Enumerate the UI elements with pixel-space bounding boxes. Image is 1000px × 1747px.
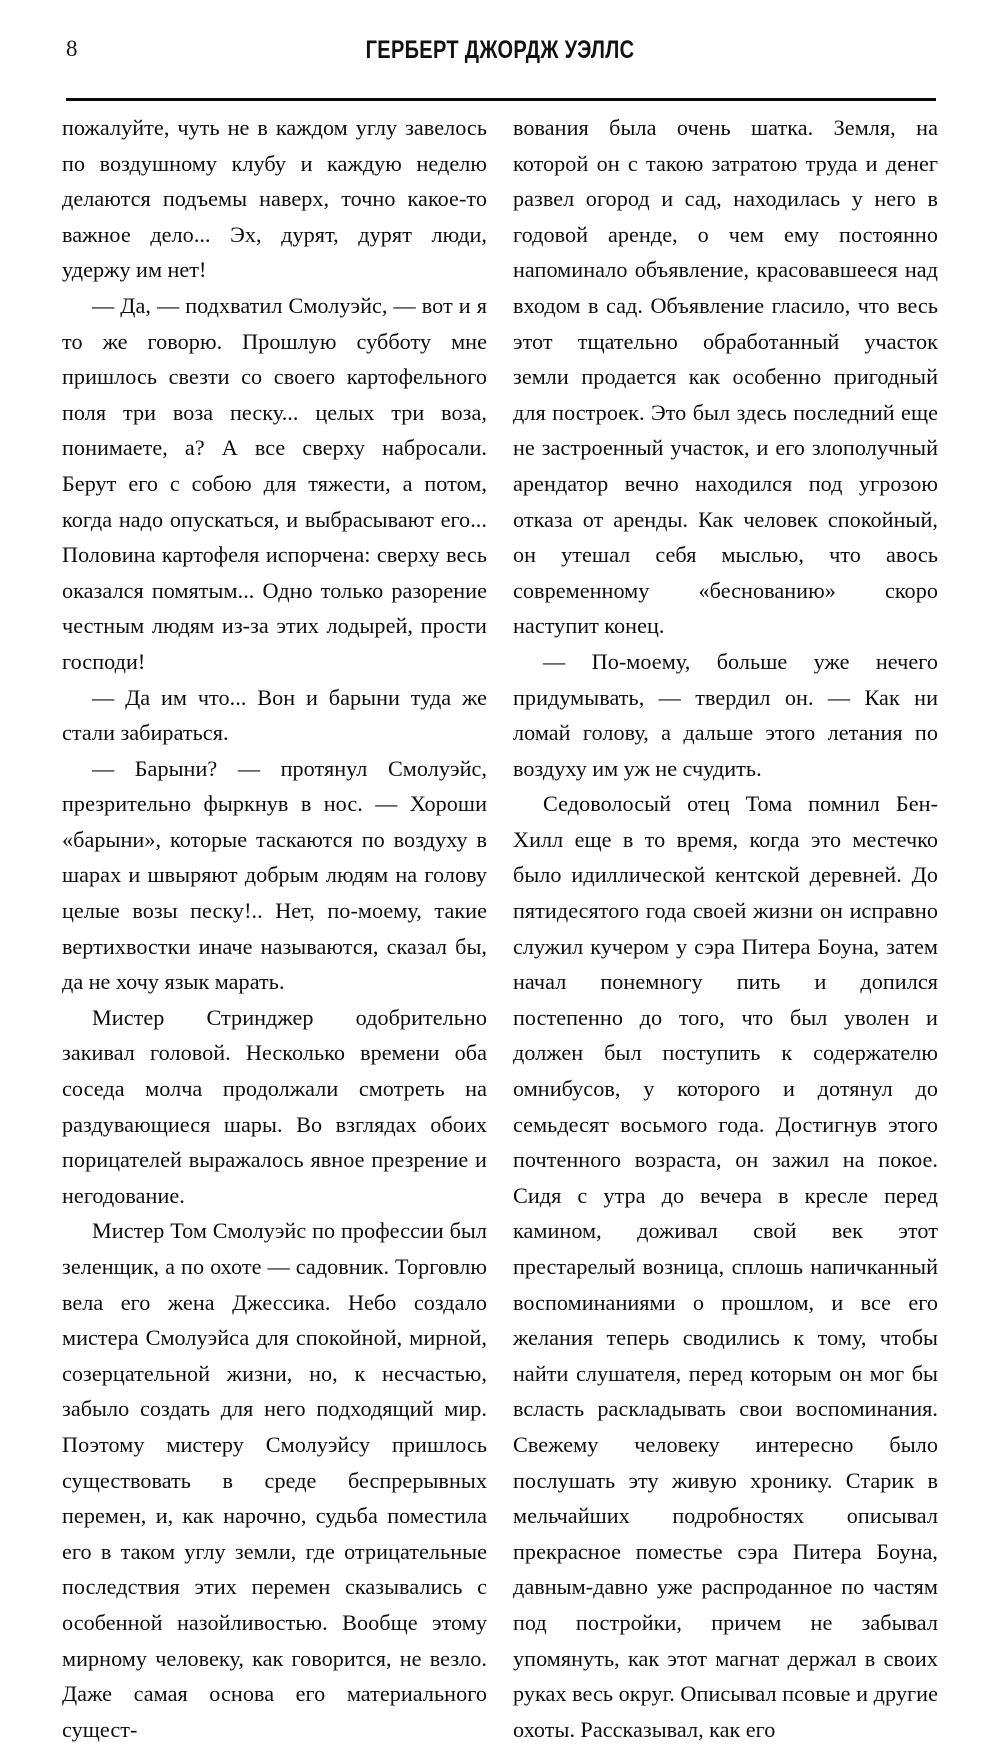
text-column-left (62, 110, 487, 1747)
paragraph: — Барыни? — протянул Смолуэйс, презрительно фыркнув в нос. — Хороши «барыни», которые таскаются по воздуху в шарах и швыряют добрым людям на голову целые возы песку!.. Нет, по-моему, такие вертихвостки иначе называются, сказал бы, да не хочу язык марать. (62, 755, 487, 995)
paragraph: вования была очень шатка. Земля, на которой он с такою затратою труда и денег развел огород и сад, находилась у него в годовой аренде, о чем ему постоянно напоминало объявление, красовавшееся над входом в сад. Объявление гласило, что весь этот тщательно обработанный участок земли продается как особенно пригодный для построек. Это был здесь последний еще не застроенный участок, и его злополучный арендатор вечно находился под угрозою отказа от аренды. Как человек спокойный, он утешал себя мыслью, что авось современному «беснованию» скоро наступит конец. (513, 115, 938, 639)
paragraph: — По-моему, больше уже нечего придумывать, — твердил он. — Как ни ломай голову, а дальше этого летания по воздуху им уж не счудить. (513, 648, 938, 781)
paragraph: пожалуйте, чуть не в каждом углу завелось по воздушному клубу и каждую неделю делаются подъемы наверх, точно какое-то важное дело... Эх, дурят, дурят люди, удержу им нет! (62, 115, 487, 283)
text-column-right (513, 110, 938, 1747)
page-number: 8 (66, 36, 78, 61)
paragraph: — Да им что... Вон и барыни туда же стали забираться. (62, 684, 487, 746)
running-head-title: ГЕРБЕРТ ДЖОРДЖ УЭЛЛС (365, 36, 635, 64)
paragraph: Седоволосый отец Тома помнил Бен-Хилл еще в то время, когда это местечко было идиллической кентской деревней. До пятидесятого года своей жизни он исправно служил кучером у сэра Питера Боуна, затем начал понемногу пить и допился постепенно до того, что был уволен и должен был поступить к содержателю омнибусов, у которого и дотянул до семьдесят восьмого года. Достигнув этого почтенного возраста, он зажил на покое. Сидя с утра до вечера в кресле перед камином, доживал свой век этот престарелый возница, сплошь напичканный воспоминаниями о прошлом, и все его желания теперь сводились к тому, чтобы найти слушателя, перед которым он мог бы всласть раскладывать свои воспоминания. Свежему человеку интересно было послушать эту живую хронику. Старик в мельчайших подробностях описывал прекрасное поместье сэра Питера Боуна, давным-давно уже распроданное по частям под постройки, причем не забывал упомянуть, как этот магнат держал в своих руках весь округ. Описывал псовые и другие охоты. Рассказывал, как его (513, 791, 938, 1742)
running-header (0, 34, 1000, 76)
header-divider-rule (66, 98, 936, 101)
paragraph: Мистер Том Смолуэйс по профессии был зеленщик, а по охоте — садовник. Торговлю вела его жена Джессика. Небо создало мистера Смолуэйса для спокойной, мирной, созерцательной жизни, но, к несчастью, забыло создать для него подходящий мир. Поэтому мистеру Смолуэйсу пришлось существовать в среде беспрерывных перемен, и, как нарочно, судьба поместила его в таком углу земли, где отрицательные последствия этих перемен сказывались с особенной назойливостью. Вообще этому мирному человеку, как говорится, не везло. Даже самая основа его материального сущест- (62, 1218, 487, 1742)
paragraph: — Да, — подхватил Смолуэйс, — вот и я то же говорю. Прошлую субботу мне пришлось свезти со своего картофельного поля три воза песку... целых три воза, понимаете, а? А все сверху набросали. Берут его с собою для тяжести, а потом, когда надо опускаться, и выбрасывают его... Половина картофеля испорчена: сверху весь оказался помятым... Одно только разорение честным людям из-за этих лодырей, прости господи! (62, 292, 487, 674)
paragraph: Мистер Стринджер одобрительно закивал головой. Несколько времени оба соседа молча продолжали смотреть на раздувающиеся шары. Во взглядах обоих порицателей выражалось явное презрение и негодование. (62, 1004, 487, 1208)
